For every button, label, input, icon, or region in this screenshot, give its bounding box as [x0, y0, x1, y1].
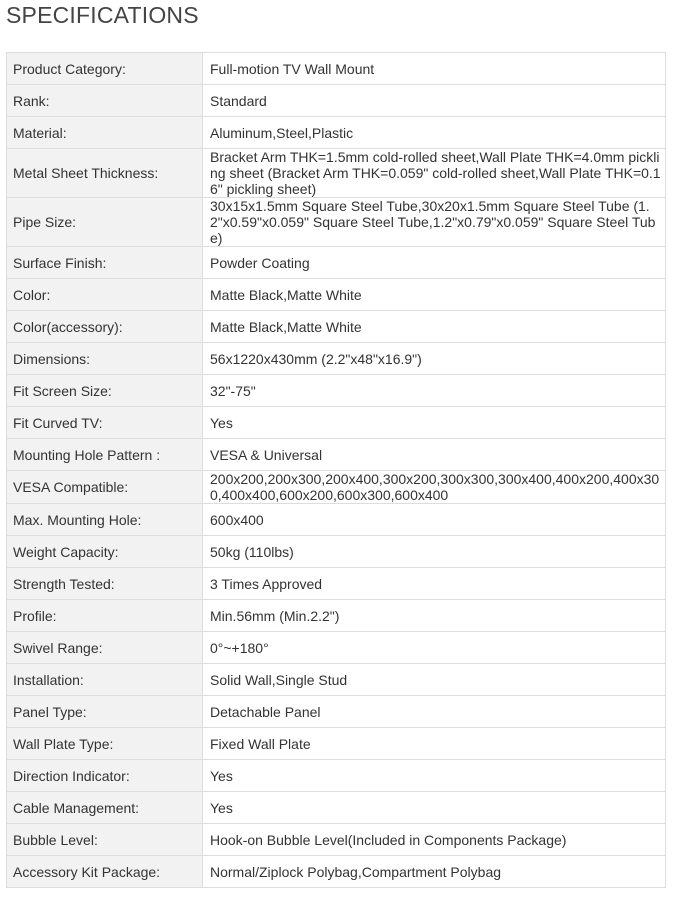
- spec-label: Profile:: [7, 600, 203, 632]
- spec-value: 32"-75": [203, 375, 666, 407]
- table-row: [7, 471, 666, 504]
- table-row: [7, 247, 666, 279]
- spec-label: Dimensions:: [7, 343, 203, 375]
- spec-value: Standard: [203, 85, 666, 117]
- spec-label: Mounting Hole Pattern :: [7, 439, 203, 471]
- spec-value: Fixed Wall Plate: [203, 728, 666, 760]
- spec-label: Material:: [7, 117, 203, 149]
- table-row: [7, 600, 666, 632]
- spec-label: Fit Curved TV:: [7, 407, 203, 439]
- table-row: [7, 279, 666, 311]
- table-row: [7, 728, 666, 760]
- spec-value: Yes: [203, 407, 666, 439]
- table-row: [7, 696, 666, 728]
- specifications-table: [6, 52, 666, 888]
- spec-value: 3 Times Approved: [203, 568, 666, 600]
- spec-value: Solid Wall,Single Stud: [203, 664, 666, 696]
- spec-label: Color:: [7, 279, 203, 311]
- table-row: [7, 824, 666, 856]
- spec-value: Bracket Arm THK=1.5mm cold-rolled sheet,Wall Plate THK=4.0mm pickling sheet (Bracket Arm THK=0.059" cold-rolled sheet,Wall Plate THK=0.16" pickling sheet): [203, 149, 666, 198]
- spec-label: Surface Finish:: [7, 247, 203, 279]
- table-row: [7, 792, 666, 824]
- spec-label: Pipe Size:: [7, 198, 203, 247]
- spec-value: Aluminum,Steel,Plastic: [203, 117, 666, 149]
- table-row: [7, 85, 666, 117]
- table-row: [7, 407, 666, 439]
- table-row: [7, 375, 666, 407]
- spec-label: Accessory Kit Package:: [7, 856, 203, 888]
- spec-label: Color(accessory):: [7, 311, 203, 343]
- table-row: [7, 856, 666, 888]
- spec-label: Rank:: [7, 85, 203, 117]
- spec-label: Panel Type:: [7, 696, 203, 728]
- spec-value: 200x200,200x300,200x400,300x200,300x300,300x400,400x200,400x300,400x400,600x200,600x300,600x400: [203, 471, 666, 504]
- spec-value: 0°~+180°: [203, 632, 666, 664]
- table-row: [7, 343, 666, 375]
- table-row: [7, 568, 666, 600]
- spec-label: Cable Management:: [7, 792, 203, 824]
- spec-label: Direction Indicator:: [7, 760, 203, 792]
- table-row: [7, 760, 666, 792]
- table-row: [7, 504, 666, 536]
- spec-label: VESA Compatible:: [7, 471, 203, 504]
- spec-value: Full-motion TV Wall Mount: [203, 53, 666, 85]
- spec-value: Yes: [203, 792, 666, 824]
- table-row: [7, 439, 666, 471]
- table-row: [7, 198, 666, 247]
- spec-value: Hook-on Bubble Level(Included in Components Package): [203, 824, 666, 856]
- spec-value: Detachable Panel: [203, 696, 666, 728]
- spec-value: VESA & Universal: [203, 439, 666, 471]
- table-row: [7, 149, 666, 198]
- spec-label: Installation:: [7, 664, 203, 696]
- table-row: [7, 53, 666, 85]
- table-row: [7, 632, 666, 664]
- spec-value: 50kg (110lbs): [203, 536, 666, 568]
- spec-value: Matte Black,Matte White: [203, 279, 666, 311]
- spec-value: 30x15x1.5mm Square Steel Tube,30x20x1.5mm Square Steel Tube (1.2"x0.59"x0.059" Square Steel Tube,1.2"x0.79"x0.059" Square Steel Tube): [203, 198, 666, 247]
- spec-label: Bubble Level:: [7, 824, 203, 856]
- spec-label: Product Category:: [7, 53, 203, 85]
- spec-label: Weight Capacity:: [7, 536, 203, 568]
- spec-label: Strength Tested:: [7, 568, 203, 600]
- table-row: [7, 117, 666, 149]
- spec-value: Powder Coating: [203, 247, 666, 279]
- spec-label: Metal Sheet Thickness:: [7, 149, 203, 198]
- spec-label: Wall Plate Type:: [7, 728, 203, 760]
- spec-value: 56x1220x430mm (2.2"x48"x16.9"): [203, 343, 666, 375]
- spec-label: Fit Screen Size:: [7, 375, 203, 407]
- table-row: [7, 311, 666, 343]
- table-row: [7, 664, 666, 696]
- spec-label: Max. Mounting Hole:: [7, 504, 203, 536]
- spec-value: Min.56mm (Min.2.2"): [203, 600, 666, 632]
- table-row: [7, 536, 666, 568]
- spec-value: Normal/Ziplock Polybag,Compartment Polybag: [203, 856, 666, 888]
- spec-value: 600x400: [203, 504, 666, 536]
- spec-label: Swivel Range:: [7, 632, 203, 664]
- spec-value: Yes: [203, 760, 666, 792]
- page-title: SPECIFICATIONS: [6, 2, 199, 28]
- spec-value: Matte Black,Matte White: [203, 311, 666, 343]
